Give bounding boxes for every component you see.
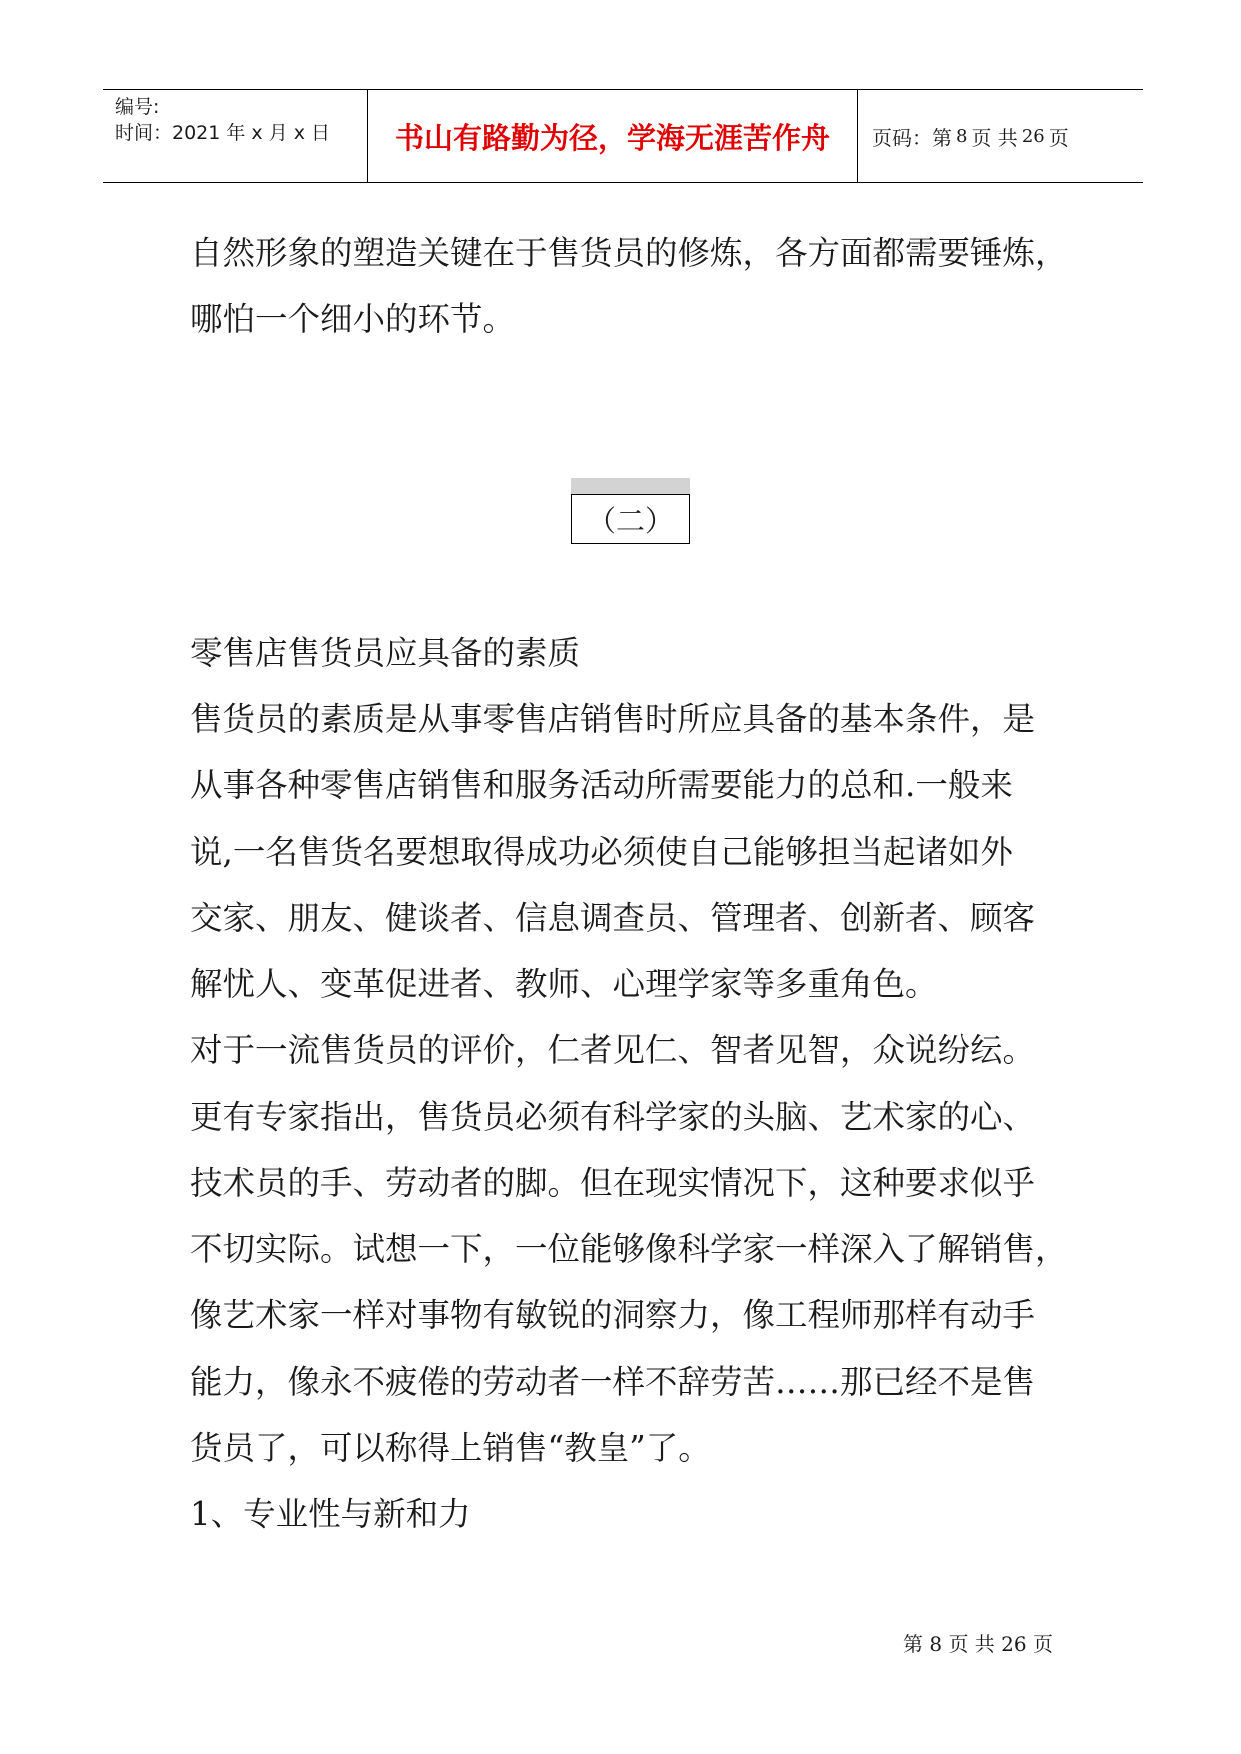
document-number-label: 编号: [115, 96, 160, 118]
body-line-1: 零售店售货员应具备的素质 [190, 634, 581, 672]
document-time-label: 时间：2021 年 x 月 x 日 [115, 122, 331, 144]
body-line-9: 技术员的手、劳动者的脚。但在现实情况下，这种要求似乎 [190, 1164, 1036, 1202]
intro-line-2: 哪怕一个细小的环节。 [190, 300, 516, 338]
body-line-5: 交家、朋友、健谈者、信息调查员、管理者、创新者、顾客 [190, 899, 1036, 937]
body-line-10: 不切实际。试想一下，一位能够像科学家一样深入了解销售， [190, 1230, 1068, 1268]
page-mid: 页 共 [971, 125, 1018, 150]
section-marker [571, 478, 690, 544]
body-line-8: 更有专家指出，售货员必须有科学家的头脑、艺术家的心、 [190, 1098, 1036, 1136]
header-motto: 书山有路勤为径，学海无涯苦作舟 [368, 90, 858, 182]
page-total: 26 [1021, 125, 1045, 147]
section-marker-label: （二） [571, 494, 690, 544]
body-line-11: 像艺术家一样对事物有敏锐的洞察力，像工程师那样有动手 [190, 1296, 1036, 1334]
page-prefix: 页码：第 [872, 125, 952, 150]
body-line-14: 1、专业性与新和力 [190, 1495, 471, 1533]
body-line-2: 售货员的素质是从事零售店销售时所应具备的基本条件，是 [190, 700, 1036, 738]
section-marker-shade [571, 478, 690, 494]
intro-line-1: 自然形象的塑造关键在于售货员的修炼，各方面都需要锤炼， [190, 234, 1068, 272]
page-suffix: 页 [1048, 125, 1069, 150]
header-meta [103, 90, 368, 182]
page-current: 8 [956, 125, 968, 147]
body-line-12: 能力，像永不疲倦的劳动者一样不辞劳苦……那已经不是售 [190, 1363, 1036, 1401]
page-header [103, 89, 1143, 183]
page-footer: 第 8 页 共 26 页 [903, 1632, 1053, 1656]
body-line-3: 从事各种零售店销售和服务活动所需要能力的总和.一般来 [190, 766, 1013, 804]
header-page-info [858, 90, 1143, 182]
body-line-13: 货员了，可以称得上销售“教皇”了。 [190, 1429, 711, 1467]
body-line-6: 解忧人、变革促进者、教师、心理学家等多重角色。 [190, 965, 938, 1003]
body-line-7: 对于一流售货员的评价，仁者见仁、智者见智，众说纷纭。 [190, 1031, 1036, 1069]
body-line-4: 说,一名售货名要想取得成功必须使自己能够担当起诸如外 [190, 833, 1013, 871]
